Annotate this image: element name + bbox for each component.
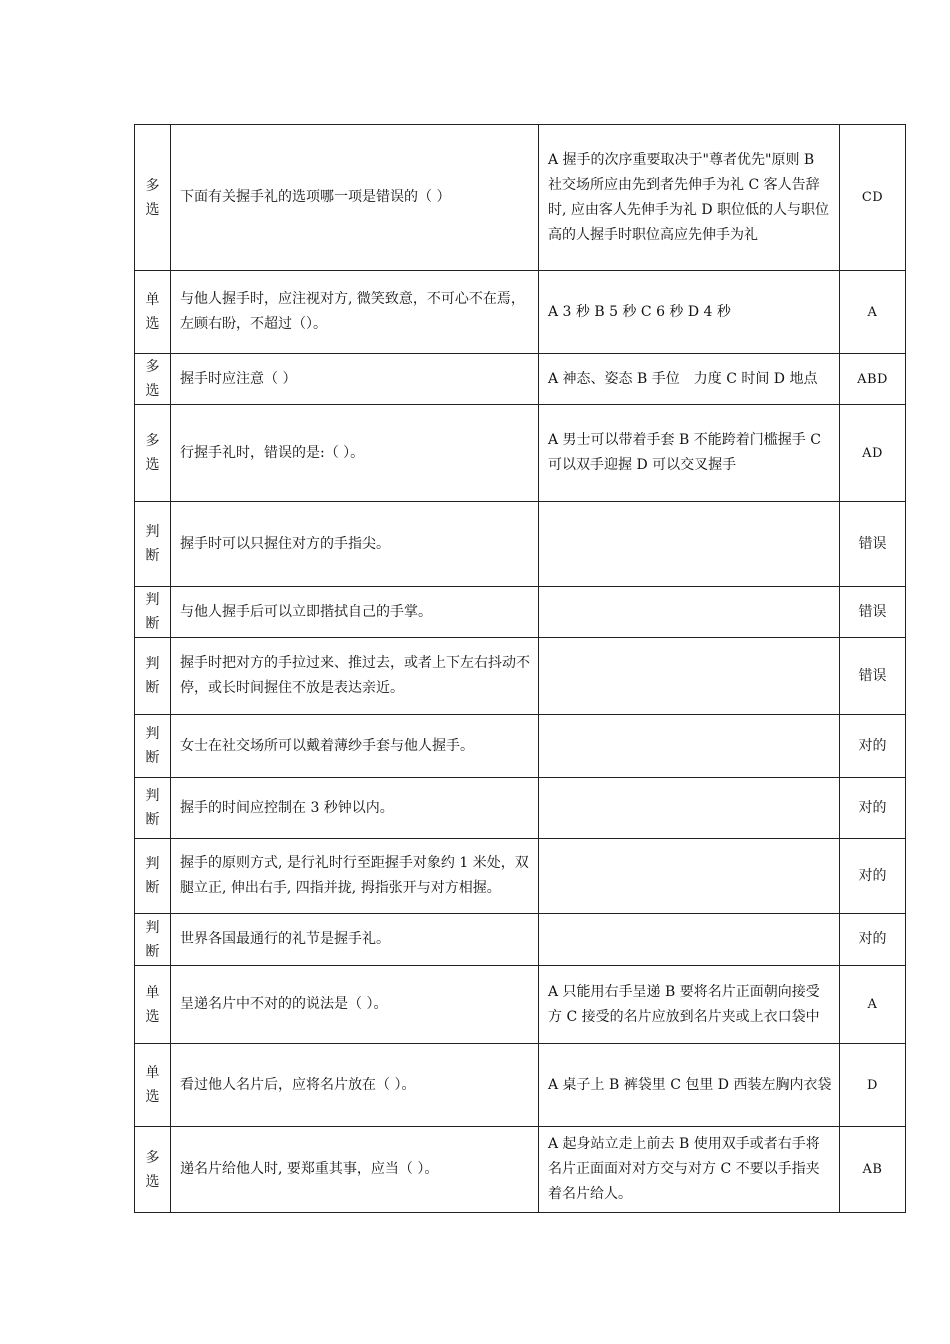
answer-cell: D [840,1044,906,1127]
answer-cell: 错误 [840,502,906,587]
question-row [135,778,906,839]
question-text-cell: 握手时可以只握住对方的手指尖。 [171,502,539,587]
question-row [135,638,906,715]
answer-cell: 对的 [840,914,906,966]
options-cell [539,778,840,839]
question-row [135,1127,906,1213]
question-text-cell: 握手时把对方的手拉过来、推过去，或者上下左右抖动不停，或长时间握住不放是表达亲近。 [171,638,539,715]
question-type-cell: 多 选 [135,1127,171,1213]
question-text-cell: 握手的时间应控制在 3 秒钟以内。 [171,778,539,839]
question-type-cell: 判 断 [135,914,171,966]
question-row [135,502,906,587]
question-type-cell: 判 断 [135,778,171,839]
answer-cell: AB [840,1127,906,1213]
question-type-cell: 判 断 [135,638,171,715]
options-cell: A 握手的次序重要取决于"尊者优先"原则 B 社交场所应由先到者先伸手为礼 C 客人告辞时, 应由客人先伸手为礼 D 职位低的人与职位高的人握手时职位高应先伸手为礼 [539,125,840,271]
question-row [135,839,906,914]
question-text-cell: 握手的原则方式, 是行礼时行至距握手对象约 1 米处，双腿立正, 伸出右手, 四指并拢, 拇指张开与对方相握。 [171,839,539,914]
question-row [135,1044,906,1127]
options-cell: A 桌子上 B 裤袋里 C 包里 D 西装左胸内衣袋 [539,1044,840,1127]
question-text-cell: 与他人握手后可以立即揩拭自己的手掌。 [171,587,539,638]
question-text-cell: 行握手礼时，错误的是:（ ）。 [171,405,539,502]
question-row [135,914,906,966]
question-type-cell: 判 断 [135,715,171,778]
options-cell [539,502,840,587]
options-cell: A 只能用右手呈递 B 要将名片正面朝向接受方 C 接受的名片应放到名片夹或上衣口袋中 [539,966,840,1044]
answer-cell: 对的 [840,715,906,778]
question-text-cell: 与他人握手时，应注视对方, 微笑致意，不可心不在焉，左顾右盼，不超过（）。 [171,271,539,354]
question-text-cell: 下面有关握手礼的选项哪一项是错误的（ ） [171,125,539,271]
answer-cell: ABD [840,354,906,405]
answer-cell: A [840,271,906,354]
question-row [135,354,906,405]
answer-cell: 错误 [840,638,906,715]
options-cell [539,715,840,778]
question-row [135,271,906,354]
options-cell [539,914,840,966]
question-type-cell: 判 断 [135,502,171,587]
question-type-cell: 多 选 [135,354,171,405]
options-cell [539,587,840,638]
question-row [135,405,906,502]
question-type-cell: 单 选 [135,1044,171,1127]
answer-cell: 对的 [840,839,906,914]
quiz-table-body [135,125,906,1213]
question-text-cell: 看过他人名片后，应将名片放在（ ）。 [171,1044,539,1127]
answer-cell: AD [840,405,906,502]
question-row [135,966,906,1044]
question-type-cell: 多 选 [135,125,171,271]
question-type-cell: 单 选 [135,271,171,354]
options-cell [539,638,840,715]
answer-cell: CD [840,125,906,271]
answer-cell: A [840,966,906,1044]
options-cell: A 3 秒 B 5 秒 C 6 秒 D 4 秒 [539,271,840,354]
question-row [135,587,906,638]
options-cell [539,839,840,914]
question-type-cell: 单 选 [135,966,171,1044]
answer-cell: 对的 [840,778,906,839]
question-type-cell: 判 断 [135,839,171,914]
options-cell: A 起身站立走上前去 B 使用双手或者右手将名片正面面对对方交与对方 C 不要以手指夹着名片给人。 [539,1127,840,1213]
options-cell: A 男士可以带着手套 B 不能跨着门槛握手 C 可以双手迎握 D 可以交叉握手 [539,405,840,502]
question-text-cell: 世界各国最通行的礼节是握手礼。 [171,914,539,966]
question-type-cell: 多 选 [135,405,171,502]
quiz-table [134,124,906,1213]
question-text-cell: 呈递名片中不对的的说法是（ ）。 [171,966,539,1044]
question-text-cell: 握手时应注意（ ） [171,354,539,405]
question-text-cell: 女士在社交场所可以戴着薄纱手套与他人握手。 [171,715,539,778]
question-text-cell: 递名片给他人时, 要郑重其事，应当（ ）。 [171,1127,539,1213]
question-type-cell: 判 断 [135,587,171,638]
answer-cell: 错误 [840,587,906,638]
options-cell: A 神态、姿态 B 手位 力度 C 时间 D 地点 [539,354,840,405]
question-row [135,125,906,271]
question-row [135,715,906,778]
